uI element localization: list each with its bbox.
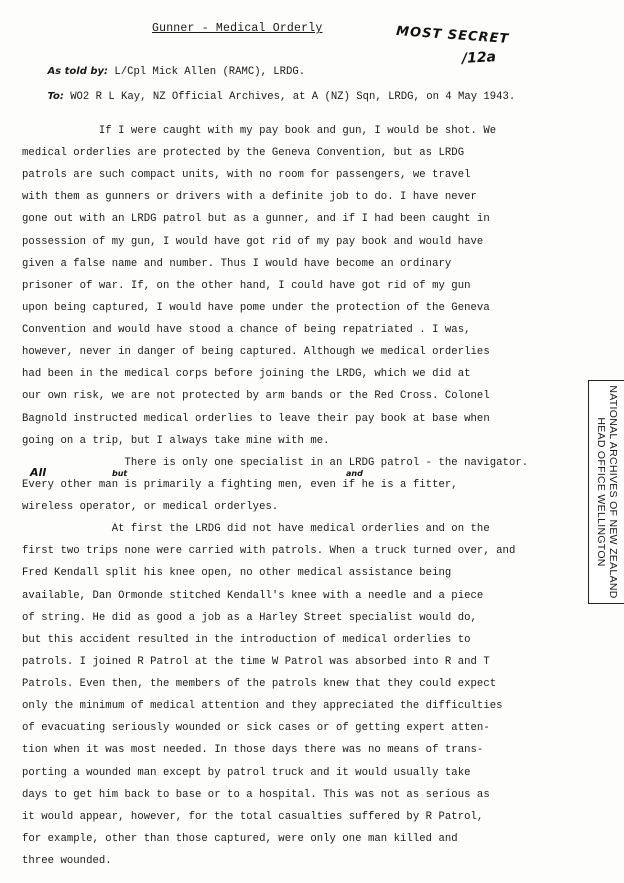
body-line: patrols. I joined R Patrol at the time W Patrol was absorbed into R and T: [22, 656, 490, 668]
body-line: first two trips none were carried with patrols. When a truck turned over, and: [22, 545, 516, 557]
body-line: medical orderlies are protected by the Geneva Convention, but as LRDG: [22, 147, 465, 159]
handwritten-edit-but: but: [112, 469, 128, 478]
body-line: wireless operator, or medical orderlyes.: [22, 501, 279, 513]
body-line: possession of my gun, I would have got rid of my pay book and would have: [22, 236, 484, 248]
body-line: Bagnold instructed medical orderlies to leave their pay book at base when: [22, 413, 490, 425]
body-line: but this accident resulted in the introduction of medical orderlies to: [22, 634, 471, 646]
handwritten-edit-all: All: [30, 466, 47, 479]
stamp-line-1: NATIONAL ARCHIVES OF NEW ZEALAND: [607, 385, 619, 599]
body-line: only the minimum of medical attention and they appreciated the difficulties: [22, 700, 503, 712]
body-line: Fred Kendall split his knee open, no other medical assistance being: [22, 567, 452, 579]
body-line: patrols are such compact units, with no room for passengers, we travel: [22, 169, 471, 181]
archives-stamp: [588, 380, 624, 604]
body-line: however, never in danger of being captured. Although we medical orderlies: [22, 346, 490, 358]
to-value: WO2 R L Kay, NZ Official Archives, at A (NZ) Sqn, LRDG, on 4 May 1943.: [70, 91, 516, 103]
body-line: Patrols. Even then, the members of the patrols knew that they could expect: [22, 678, 497, 690]
stamp-line-2: HEAD OFFICE WELLINGTON: [595, 417, 607, 567]
body-line: Every other man is primarily a fighting men, even if he is a fitter,: [22, 479, 458, 491]
as-told-by-label: As told by:: [47, 66, 109, 77]
body-line: it would appear, however, for the total casualties suffered by R Patrol,: [22, 811, 484, 823]
body-line: with them as gunners or drivers with a definite job to do. I have never: [22, 191, 477, 203]
body-line: prisoner of war. If, on the other hand, I could have got rid of my gun: [22, 280, 471, 292]
body-line: upon being captured, I would have pome under the protection of the Geneva: [22, 302, 490, 314]
body-line: our own risk, we are not protected by arm bands or the Red Cross. Colonel: [22, 390, 490, 402]
handwritten-edit-and: and: [346, 469, 363, 478]
body-line: days to get him back to base or to a hospital. This was not as serious as: [22, 789, 490, 801]
document-title: Gunner - Medical Orderly: [152, 22, 323, 35]
classification-handwritten: MOST SECRET: [395, 24, 510, 47]
body-line: tion when it was most needed. In those days there was no means of trans-: [22, 744, 484, 756]
archives-stamp-text: [595, 385, 619, 598]
body-line: had been in the medical corps before joining the LRDG, which we did at: [22, 368, 471, 380]
as-told-by-value: L/Cpl Mick Allen (RAMC), LRDG.: [114, 66, 306, 78]
body-line: for example, other than those captured, were only one man killed and: [22, 833, 458, 845]
body-line: three wounded.: [22, 855, 112, 867]
body-line: given a false name and number. Thus I would have become an ordinary: [22, 258, 452, 270]
body-line: available, Dan Ormonde stitched Kendall's knee with a needle and a piece: [22, 590, 484, 602]
reference-number-handwritten: /12a: [461, 49, 497, 67]
body-line: of string. He did as good a job as a Harley Street specialist would do,: [22, 612, 477, 624]
body-line: going on a trip, but I always take mine with me.: [22, 435, 330, 447]
body-line: gone out with an LRDG patrol but as a gunner, and if I had been caught in: [22, 213, 490, 225]
body-line: If I were caught with my pay book and gun, I would be shot. We: [22, 125, 497, 137]
body-line: At first the LRDG did not have medical orderlies and on the: [22, 523, 490, 535]
body-line: Convention and would have stood a chance of being repatriated . I was,: [22, 324, 471, 336]
to-label: To:: [47, 91, 64, 102]
body-line: of evacuating seriously wounded or sick cases or of getting expert atten-: [22, 722, 490, 734]
body-line: porting a wounded man except by patrol truck and it would usually take: [22, 767, 471, 779]
body-line: There is only one specialist in an LRDG patrol - the navigator.: [22, 457, 529, 469]
